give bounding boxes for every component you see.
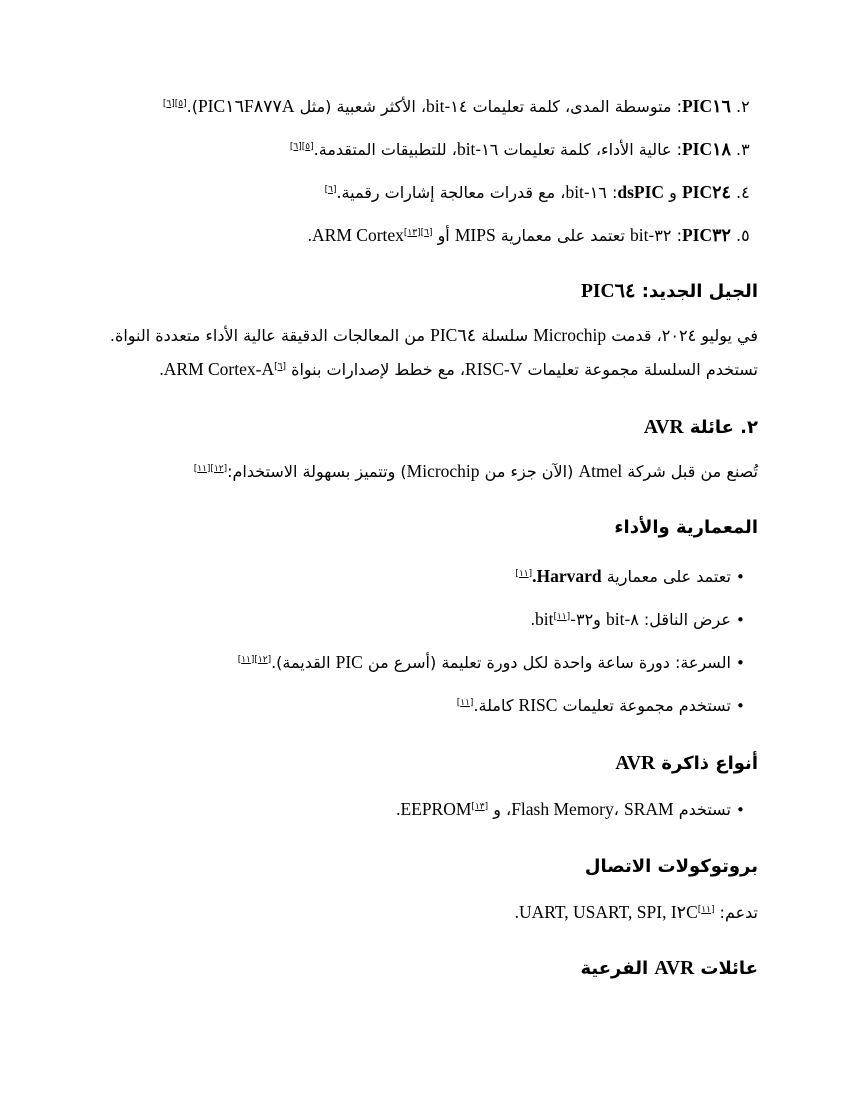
bullet-text: عرض الناقل: ٨- <box>624 610 731 629</box>
heading-text: أنواع ذاكرة <box>655 753 758 774</box>
reference-link[interactable]: [١٢][١١] <box>237 654 272 665</box>
section-heading-avr <box>92 416 758 440</box>
reference-link[interactable]: [١٢][١١] <box>193 463 228 474</box>
bullet-item <box>92 650 758 675</box>
core-name: ARM Cortex-A. <box>159 359 275 379</box>
reference-link[interactable]: [١٣] <box>471 801 489 812</box>
paragraph-text: (الآن جزء من <box>479 462 579 481</box>
paragraph-text: من المعالجات الدقيقة عالية الأداء متعددة النواة. <box>109 326 431 345</box>
paragraph-text: تستخدم السلسلة مجموعة تعليمات <box>522 360 758 379</box>
item-text: أو <box>432 226 455 245</box>
chip-name: PIC١٨ <box>681 139 731 159</box>
arch-name: Harvard. <box>532 566 602 586</box>
item-text: : ١٦- <box>583 183 618 202</box>
heading-text: عائلات <box>694 958 758 979</box>
bullet-icon: • <box>736 697 745 715</box>
list-item-3 <box>92 137 758 162</box>
bullet-item <box>92 607 758 632</box>
chip-name: PIC٦٤ <box>430 325 477 345</box>
list-item-4 <box>92 180 758 205</box>
reference-link[interactable]: [٥][٦] <box>162 98 187 109</box>
paragraph-text: سلسلة <box>476 326 534 345</box>
bullet-text: القديمة). <box>271 653 336 672</box>
bullet-text: و٣٢- <box>570 610 606 629</box>
chip-name: PIC٢٤ <box>681 182 731 202</box>
reference-link[interactable]: [١١] <box>515 568 533 579</box>
item-text: ، الأكثر شعبية (مثل <box>294 97 427 116</box>
heading-family-name: AVR <box>654 958 695 979</box>
isa-name: RISC-V <box>465 359 523 379</box>
bullet-text: كاملة. <box>473 696 519 715</box>
arch-name-2: ARM Cortex. <box>307 225 404 245</box>
subsection-heading-architecture: المعمارية والأداء <box>614 517 758 538</box>
memory-type: Flash Memory <box>511 799 614 819</box>
paragraph-line <box>92 357 758 382</box>
arch-name: MIPS <box>454 225 496 245</box>
protocol-list: UART, USART, SPI, I٢C. <box>514 902 698 922</box>
item-text: ، للتطبيقات المتقدمة. <box>313 140 457 159</box>
bullet-icon: • <box>736 801 745 819</box>
reference-link[interactable]: [٦] <box>274 361 286 372</box>
list-item-2 <box>92 94 758 119</box>
bit-term: bit <box>456 139 476 159</box>
bit-term: bit. <box>530 609 554 629</box>
bullet-item <box>92 693 758 718</box>
item-text: تعتمد على معمارية <box>495 226 631 245</box>
item-text: : ٣٢- <box>648 226 682 245</box>
bullet-icon: • <box>736 654 745 672</box>
bullet-text: السرعة: دورة ساعة واحدة لكل دورة تعليمة (أسرع من <box>362 653 731 672</box>
paragraph-line <box>92 900 758 925</box>
paragraph-text: في يوليو ٢٠٢٤، قدمت <box>606 326 758 345</box>
chip-name: PIC١٦ <box>681 96 731 116</box>
heading-text: الجيل الجديد: <box>635 281 758 302</box>
section-heading-pic64 <box>92 280 758 304</box>
subsection-heading-subfamilies <box>92 957 758 981</box>
bit-term: bit <box>426 96 445 116</box>
reference-link[interactable]: [٥][٦] <box>289 141 314 152</box>
item-text: : متوسطة المدى، كلمة تعليمات ١٤- <box>444 97 682 116</box>
example-name: PIC١٦F٨٧٧A <box>197 96 295 116</box>
item-text: و <box>664 183 682 202</box>
paragraph-line <box>92 459 758 484</box>
item-text: ، مع قدرات معالجة إشارات رقمية. <box>336 183 566 202</box>
bullet-text: تعتمد على معمارية <box>601 567 731 586</box>
bullet-item <box>92 797 758 822</box>
paragraph-text: ) وتتميز بسهولة الاستخدام: <box>227 462 407 481</box>
item-text: ). <box>186 97 198 116</box>
bullet-icon: • <box>736 568 745 586</box>
paragraph-line <box>92 323 758 348</box>
bullet-item <box>92 564 758 589</box>
heading-family-name: AVR <box>615 753 656 774</box>
brand-name: Atmel <box>578 461 623 481</box>
brand-name: Microchip <box>533 325 607 345</box>
reference-link[interactable]: [٦][١٣] <box>403 227 433 238</box>
reference-link[interactable]: [٦] <box>324 184 337 195</box>
subsection-heading-memory <box>92 752 758 776</box>
subsection-heading-protocols: بروتوكولات الاتصال <box>584 856 758 877</box>
list-number: ٣. <box>736 140 750 159</box>
item-text: : عالية الأداء، كلمة تعليمات ١٦- <box>475 140 682 159</box>
chip-name: PIC <box>335 652 363 672</box>
heading-text: ٢. عائلة <box>683 417 758 438</box>
list-number: ٢. <box>736 97 750 116</box>
bullet-text: ، <box>613 800 625 819</box>
reference-link[interactable]: [١١] <box>553 611 571 622</box>
heading-family-name: AVR <box>643 417 684 438</box>
chip-name: PIC٣٢ <box>681 225 731 245</box>
paragraph-text: ، مع خطط لإصدارات بنواة <box>285 360 466 379</box>
bullet-text: ، و <box>488 800 512 819</box>
list-number: ٤. <box>736 183 750 202</box>
reference-link[interactable]: [١١] <box>697 904 715 915</box>
paragraph-text: تدعم: <box>714 903 758 922</box>
chip-name-2: dsPIC <box>617 182 665 202</box>
bullet-text: تستخدم <box>673 800 731 819</box>
isa-name: RISC <box>518 695 558 715</box>
bullet-icon: • <box>736 611 745 629</box>
list-number: ٥. <box>736 226 750 245</box>
paragraph-text: تُصنع من قبل شركة <box>622 462 758 481</box>
brand-name: Microchip <box>406 461 480 481</box>
list-item-5 <box>92 223 758 248</box>
bit-term: bit <box>630 225 649 245</box>
memory-type: EEPROM. <box>396 799 472 819</box>
bit-term: bit <box>605 609 625 629</box>
heading-chip-name: PIC٦٤ <box>580 281 636 302</box>
bit-term: bit <box>565 182 584 202</box>
memory-type: SRAM <box>624 799 674 819</box>
bullet-text: تستخدم مجموعة تعليمات <box>557 696 731 715</box>
heading-text: الفرعية <box>580 958 655 979</box>
reference-link[interactable]: [١١] <box>456 697 474 708</box>
